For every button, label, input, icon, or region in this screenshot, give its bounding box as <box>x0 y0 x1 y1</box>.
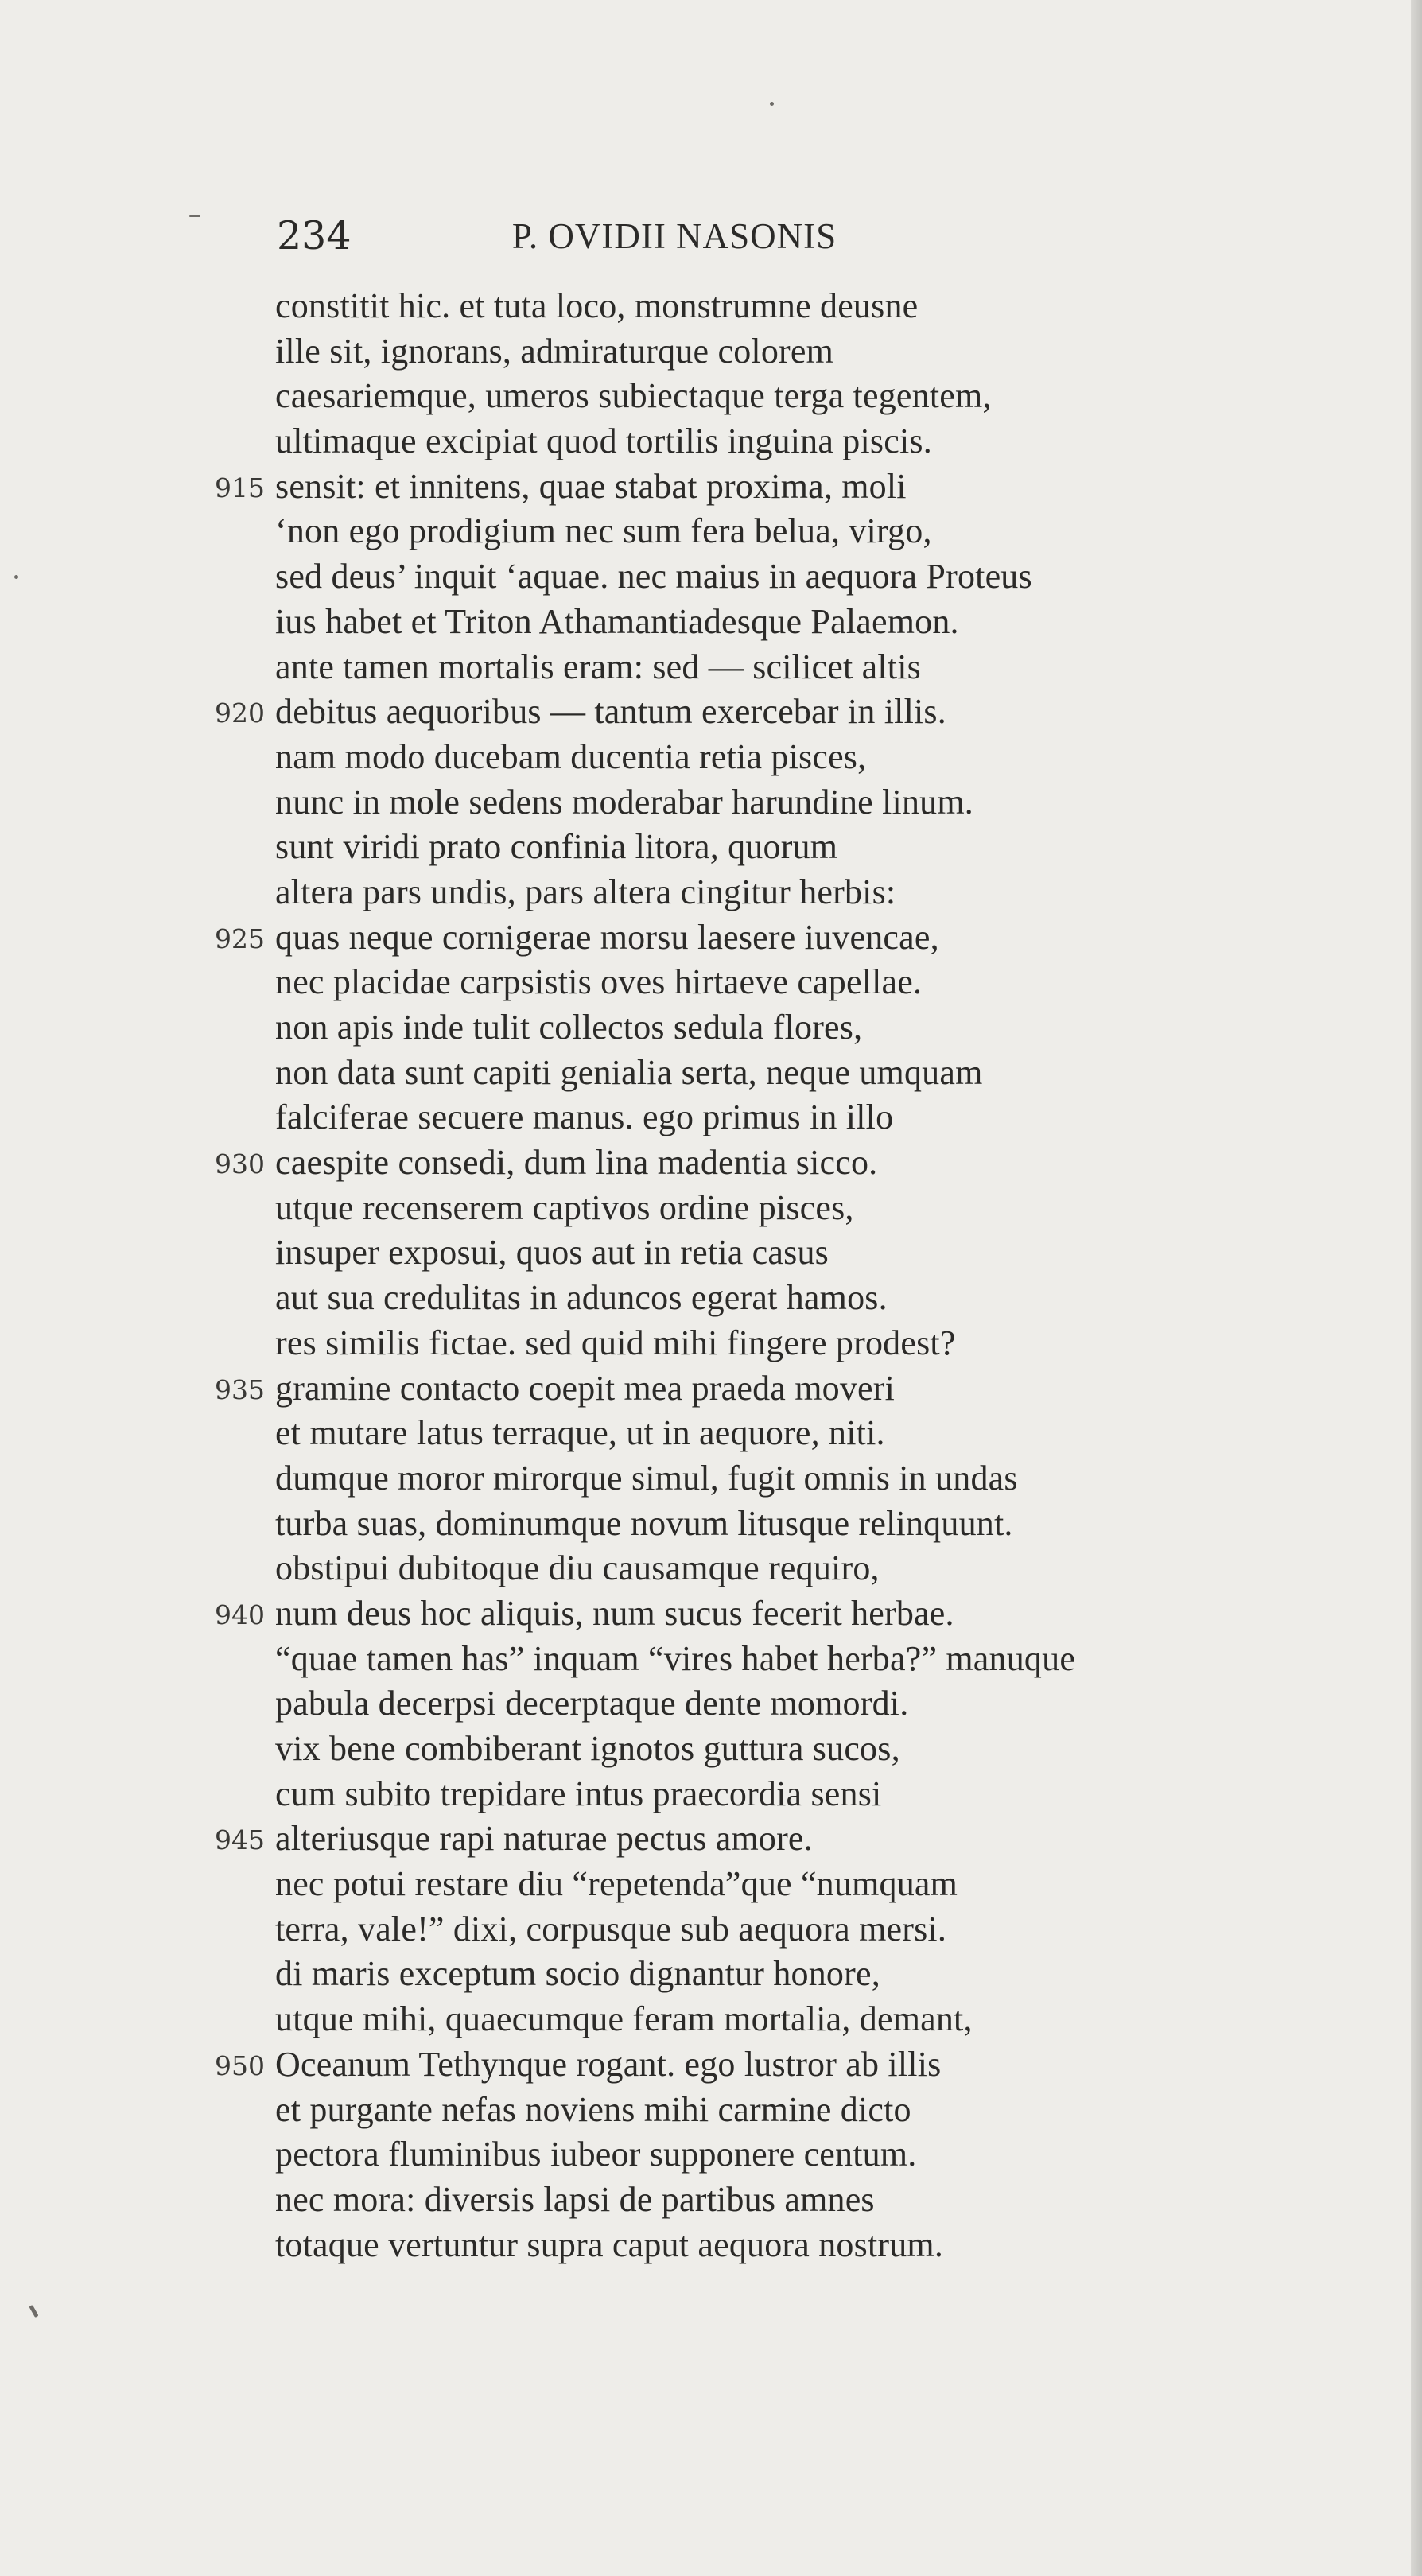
verse-line <box>0 464 1422 510</box>
verse-text: sed deus’ inquit ‘aquae. nec maius in aequora Proteus <box>275 557 1032 596</box>
verse-line <box>0 1186 1422 1231</box>
line-number: 950 <box>215 2050 265 2081</box>
verse-text: non data sunt capiti genialia serta, neque umquam <box>275 1052 983 1092</box>
page-number: 234 <box>277 213 352 258</box>
ink-speck <box>770 102 774 106</box>
verse-line <box>0 2178 1422 2223</box>
verse-text: utque recenserem captivos ordine pisces, <box>275 1187 854 1227</box>
verse-line <box>0 780 1422 826</box>
verse-line <box>0 1276 1422 1321</box>
verse-text: alteriusque rapi naturae pectus amore. <box>275 1819 813 1859</box>
verse-text: et mutare latus terraque, ut in aequore, niti. <box>275 1413 885 1453</box>
verse-line <box>0 1546 1422 1591</box>
verse-line <box>0 1051 1422 1096</box>
verse-text: ante tamen mortalis eram: sed — scilicet altis <box>275 647 921 686</box>
verse-line <box>0 329 1422 375</box>
verse-line <box>0 1140 1422 1186</box>
ink-speck <box>189 215 200 217</box>
verse-text: et purgante nefas noviens mihi carmine dicto <box>275 2089 911 2129</box>
verse-text: terra, vale!” dixi, corpusque sub aequora mersi. <box>275 1909 947 1949</box>
verse-text: utque mihi, quaecumque feram mortalia, demant, <box>275 1999 973 2039</box>
verse-line <box>0 1230 1422 1276</box>
verse-line <box>0 374 1422 419</box>
verse-line <box>0 1095 1422 1140</box>
verse-text: debitus aequoribus — tantum exercebar in illis. <box>275 692 946 732</box>
verse-line <box>0 1772 1422 1817</box>
verse-text: di maris exceptum socio dignantur honore, <box>275 1954 880 1994</box>
running-title: P. OVIDII NASONIS <box>511 216 837 256</box>
verse-line <box>0 509 1422 554</box>
verse-text: ius habet et Triton Athamantiadesque Palaemon. <box>275 601 959 641</box>
verse-text: ille sit, ignorans, admiraturque colorem <box>275 331 834 371</box>
ink-speck <box>29 2305 38 2318</box>
verse-text: num deus hoc aliquis, num sucus fecerit herbae. <box>275 1593 954 1633</box>
verse-text: aut sua credulitas in aduncos egerat hamos. <box>275 1278 888 1318</box>
verse-line <box>0 419 1422 464</box>
verse-line <box>0 1637 1422 1682</box>
verse-text: ultimaque excipiat quod tortilis inguina piscis. <box>275 422 932 461</box>
verse-text: vix bene combiberant ignotos guttura sucos, <box>275 1729 900 1768</box>
verse-text: sensit: et innitens, quae stabat proxima, moli <box>275 466 907 506</box>
verse-text: obstipui dubitoque diu causamque requiro, <box>275 1548 880 1588</box>
verse-text: res similis fictae. sed quid mihi fingere prodest? <box>275 1323 956 1362</box>
verse-text: nam modo ducebam ducentia retia pisces, <box>275 736 867 776</box>
verse-line <box>0 915 1422 961</box>
verse-line <box>0 1816 1422 1862</box>
verse-line <box>0 1862 1422 1907</box>
line-number: 920 <box>215 697 265 729</box>
verse-line <box>0 2088 1422 2133</box>
running-header <box>277 208 1072 264</box>
line-number: 940 <box>215 1599 265 1630</box>
verse-line <box>0 645 1422 690</box>
verse-text: nec mora: diversis lapsi de partibus amnes <box>275 2179 875 2219</box>
verse-line <box>0 825 1422 870</box>
verse-text: altera pars undis, pars altera cingitur herbis: <box>275 872 896 911</box>
line-number: 925 <box>215 923 265 954</box>
verse-line <box>0 735 1422 780</box>
verse-line <box>0 1907 1422 1952</box>
verse-line <box>0 2223 1422 2268</box>
verse-text: falciferae secuere manus. ego primus in illo <box>275 1098 894 1137</box>
verse-text: pectora fluminibus iubeor supponere centum. <box>275 2135 917 2174</box>
verse-text: quas neque cornigerae morsu laesere iuvencae, <box>275 917 939 957</box>
poem-body <box>0 284 1422 2267</box>
verse-line <box>0 1502 1422 1547</box>
verse-text: gramine contacto coepit mea praeda moveri <box>275 1368 896 1408</box>
verse-line <box>0 1456 1422 1502</box>
verse-text: dumque moror mirorque simul, fugit omnis in undas <box>275 1458 1018 1498</box>
verse-text: totaque vertuntur supra caput aequora nostrum. <box>275 2224 944 2264</box>
verse-line <box>0 2042 1422 2088</box>
verse-text: nec placidae carpsistis oves hirtaeve capellae. <box>275 962 923 1002</box>
line-number: 945 <box>215 1824 265 1856</box>
verse-text: Oceanum Tethynque rogant. ego lustror ab illis <box>275 2044 942 2084</box>
verse-text: cum subito trepidare intus praecordia sensi <box>275 1774 882 1813</box>
verse-line <box>0 1005 1422 1051</box>
verse-line <box>0 690 1422 735</box>
verse-line <box>0 2132 1422 2178</box>
verse-text: non apis inde tulit collectos sedula flores, <box>275 1008 863 1047</box>
verse-line <box>0 1727 1422 1772</box>
verse-line <box>0 1366 1422 1412</box>
verse-text: nunc in mole sedens moderabar harundine linum. <box>275 782 973 822</box>
verse-text: nec potui restare diu “repetenda”que “numquam <box>275 1864 958 1904</box>
verse-line <box>0 554 1422 600</box>
verse-text: turba suas, dominumque novum litusque relinquunt. <box>275 1503 1013 1543</box>
verse-line <box>0 1321 1422 1366</box>
verse-text: caespite consedi, dum lina madentia sicco. <box>275 1143 878 1183</box>
verse-line <box>0 1952 1422 1997</box>
verse-line <box>0 1681 1422 1727</box>
line-number: 915 <box>215 472 265 503</box>
verse-line <box>0 960 1422 1005</box>
verse-line <box>0 1591 1422 1637</box>
verse-text: pabula decerpsi decerptaque dente momordi. <box>275 1684 909 1723</box>
verse-line <box>0 1997 1422 2042</box>
verse-text: insuper exposui, quos aut in retia casus <box>275 1233 829 1272</box>
verse-text: ‘non ego prodigium nec sum fera belua, virgo, <box>275 511 932 551</box>
verse-text: caesariemque, umeros subiectaque terga tegentem, <box>275 376 992 416</box>
verse-text: “quae tamen has” inquam “vires habet herba?” manuque <box>275 1638 1076 1678</box>
verse-line <box>0 1411 1422 1456</box>
line-number: 935 <box>215 1373 265 1405</box>
verse-line <box>0 870 1422 915</box>
verse-text: constitit hic. et tuta loco, monstrumne deusne <box>275 286 919 325</box>
verse-line <box>0 600 1422 645</box>
verse-line <box>0 284 1422 329</box>
verse-text: sunt viridi prato confinia litora, quorum <box>275 827 838 867</box>
line-number: 930 <box>215 1148 265 1180</box>
